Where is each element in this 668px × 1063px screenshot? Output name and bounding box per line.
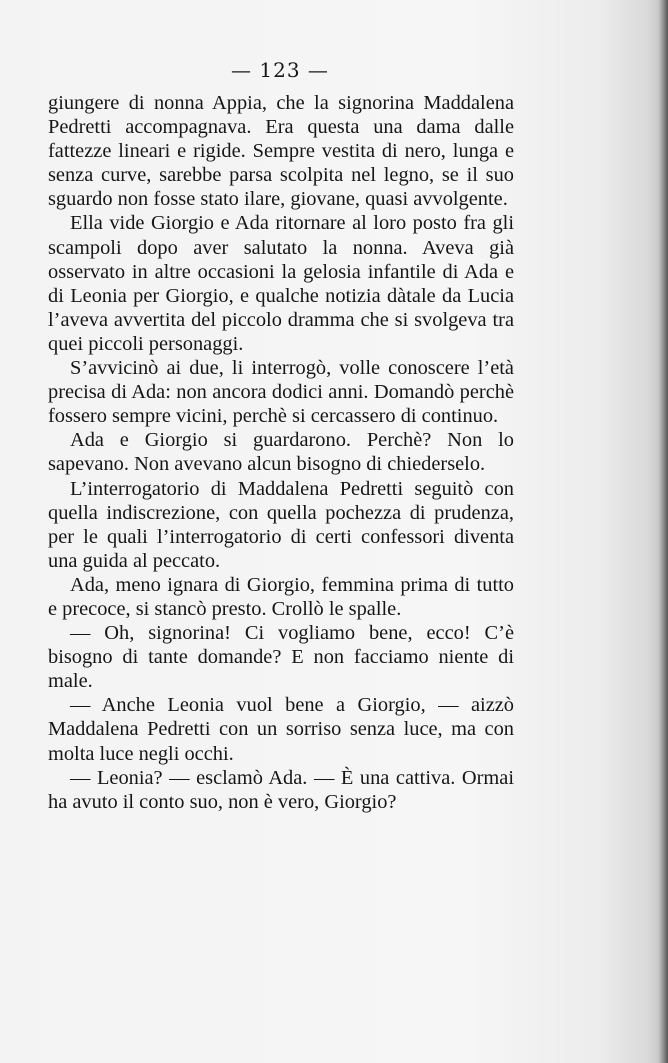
paragraph-4: Ada e Giorgio si guardarono. Perchè? Non lo sapevano. Non avevano alcun bisogno di chiederselo. [48,429,514,476]
paragraph-8: — Anche Leonia vuol bene a Giorgio, — aizzò Maddalena Pedretti con un sorriso senza luce, ma con molta luce negli occhi. [48,694,514,765]
paragraph-5: L’interrogatorio di Maddalena Pedretti seguitò con quella indiscrezione, con quella pochezza di prudenza, per le quali l’interrogatorio di certi confessori diventa una guida al peccato. [48,477,514,572]
paragraph-3: S’avvicinò ai due, li interrogò, volle conoscere l’età precisa di Ada: non ancora dodici anni. Domandò perchè fossero sempre vicini, perchè si cercassero di continuo. [48,357,514,428]
page-edge-shadow [658,0,668,1063]
page-body [48,91,514,814]
paragraph-9: — Leonia? — esclamò Ada. — È una cattiva. Ormai ha avuto il conto suo, non è vero, Giorgio? [48,766,514,813]
paragraph-7: — Oh, signorina! Ci vogliamo bene, ecco! C’è bisogno di tante domande? E non facciamo niente di male. [48,622,514,693]
paragraph-1: giungere di nonna Appia, che la signorina Maddalena Pedretti accompagnava. Era questa una dama dalle fattezze lineari e rigide. Sempre vestita di nero, lunga e senza curve, sarebbe parsa scolpita nel legno, se il suo sguardo non fosse stato ilare, giovane, quasi avvolgente. [48,92,514,211]
paragraph-2: Ella vide Giorgio e Ada ritornare al loro posto fra gli scampoli dopo aver salutato la nonna. Aveva già osservato in altre occasioni la gelosia infantile di Ada e di Leonia per Giorgio, e qualche notizia dàtale da Lucia l’aveva avvertita del piccolo dramma che si svolgeva tra quei piccoli personaggi. [48,212,514,355]
paragraph-6: Ada, meno ignara di Giorgio, femmina prima di tutto e precoce, si stancò presto. Crollò le spalle. [48,573,514,620]
page-number: — 123 — [231,58,329,82]
